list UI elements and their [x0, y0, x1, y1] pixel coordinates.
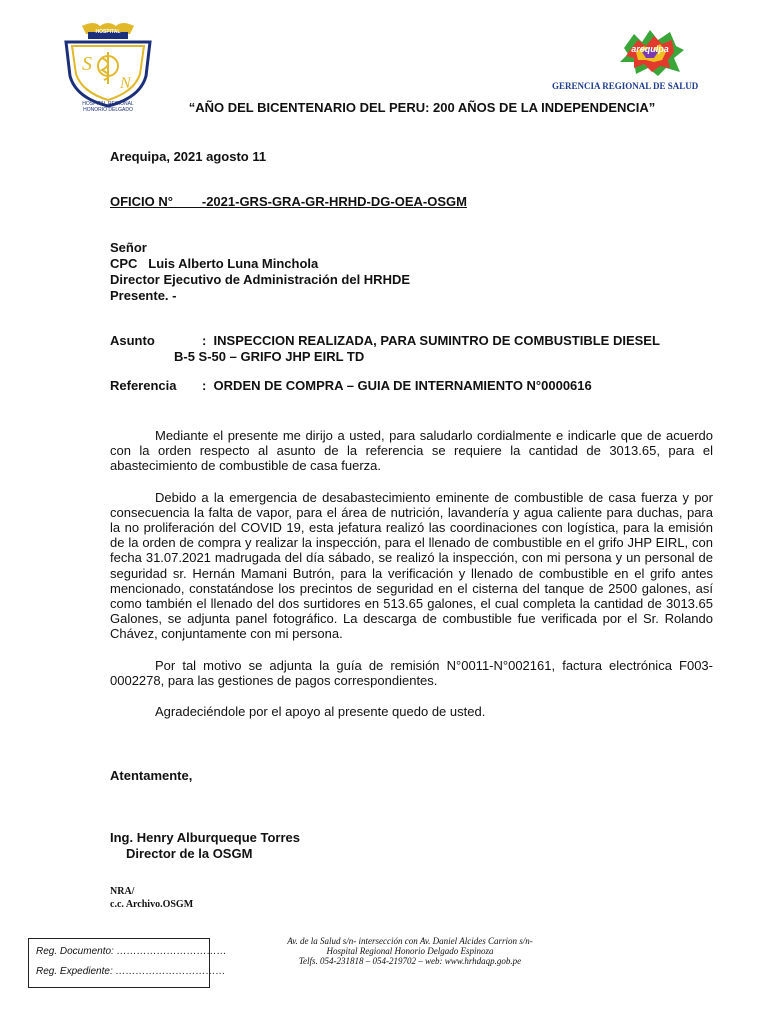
asunto-text-continued: B-5 S-50 – GRIFO JHP EIRL TD: [174, 349, 365, 364]
footer-line-1: Av. de la Salud s/n- intersección con Av. Daniel Alcides Carrion s/n-: [287, 936, 533, 946]
oficio-number: OFICIO N° -2021-GRS-GRA-GR-HRHD-DG-OEA-OSGM: [110, 194, 467, 209]
paragraph-3: Por tal motivo se adjunta la guía de remisión N°0011-N°002161, factura electrónica F003-0002278, para las gestiones de pagos correspondientes.: [110, 657, 713, 688]
registry-box: [28, 938, 227, 988]
svg-text:S: S: [82, 53, 92, 75]
gerencia-label: GERENCIA REGIONAL DE SALUD: [552, 81, 699, 91]
signer-name: Ing. Henry Alburqueque Torres: [110, 830, 300, 845]
svg-text:N: N: [120, 75, 131, 92]
initials: NRA/: [110, 886, 135, 897]
recipient-presente: Presente. -: [110, 288, 177, 303]
cc-archivo: c.c. Archivo.OSGM: [110, 899, 194, 910]
footer-address: [240, 936, 580, 966]
recipient-salutation: Señor: [110, 240, 147, 255]
registry-documento: Reg. Documento: ……………………………: [36, 946, 227, 957]
letter-body: [110, 428, 713, 719]
recipient-name: CPC Luis Alberto Luna Minchola: [110, 256, 319, 271]
footer-line-2: Hospital Regional Honorio Delgado Espinoza: [326, 946, 494, 956]
registry-expediente: Reg. Expediente: ……………………………: [36, 966, 226, 977]
referencia-text: : ORDEN DE COMPRA – GUIA DE INTERNAMIENTO N°0000616: [202, 378, 592, 393]
recipient-title: Director Ejecutivo de Administración del HRHDE: [110, 272, 411, 287]
recipient-block: [110, 240, 410, 304]
paragraph-4: Agradeciéndole por el apoyo al presente quedo de usted.: [155, 704, 486, 720]
paragraph-2: Debido a la emergencia de desabastecimiento eminente de combustible de casa fuerza y por consecuencia la falta de vapor, para el área de nutrición, lavandería y agua caliente para duchas, para la no proliferación del COVID 19, esta jefatura realizó las coordinaciones con logística, para la emisión de la orden de compra y realizar la inspección, para el llenado de combustible en el grifo JHP EIRL, con fecha 31.07.2021 madrugada del día sábado, se realizó la inspección, con mi persona y un personal de seguridad sr. Hernán Mamani Butrón, para la verificación y llenado de combustible en el grifo antes mencionado, constatándose los precintos de seguridad en el cisterna del tanque de 2500 galones, así como también el llenado del dos surtidores en 513.65 galones, el cual completa la cantidad de 3013.65 Galones, se adjunta panel fotográfico. La descarga de combustible fue verificada por el Sr. Rolando Chávez, conjuntamente con mi persona.: [110, 489, 713, 642]
asunto-text: : INSPECCION REALIZADA, PARA SUMINTRO DE COMBUSTIBLE DIESEL: [202, 333, 660, 348]
arequipa-logo-text: arequipa: [631, 44, 669, 54]
closing: Atentamente,: [110, 768, 193, 783]
referencia-label: Referencia: [110, 378, 177, 393]
paragraph-1: Mediante el presente me dirijo a usted, para saludarlo cordialmente e indicarle que de acuerdo con la orden respecto al asunto de la referencia se requiere la cantidad de 3013.65, para el abastecimiento de combustible de casa fuerza.: [110, 428, 713, 474]
hospital-logo-caption: HOSPITAL REGIONAL HONORIO DELGADO: [82, 101, 134, 113]
place-date: Arequipa, 2021 agosto 11: [110, 149, 267, 164]
hospital-logo-wordmark: HOSPITAL: [95, 29, 121, 35]
footer-line-3: Telfs. 054-231818 – 054-219702 – web: www.hrhdaqp.gob.pe: [298, 956, 522, 966]
asunto-label: Asunto: [110, 333, 155, 348]
signer-title: Director de la OSGM: [126, 846, 253, 861]
motto-heading: “AÑO DEL BICENTENARIO DEL PERU: 200 AÑOS DE LA INDEPENDENCIA”: [188, 100, 656, 115]
